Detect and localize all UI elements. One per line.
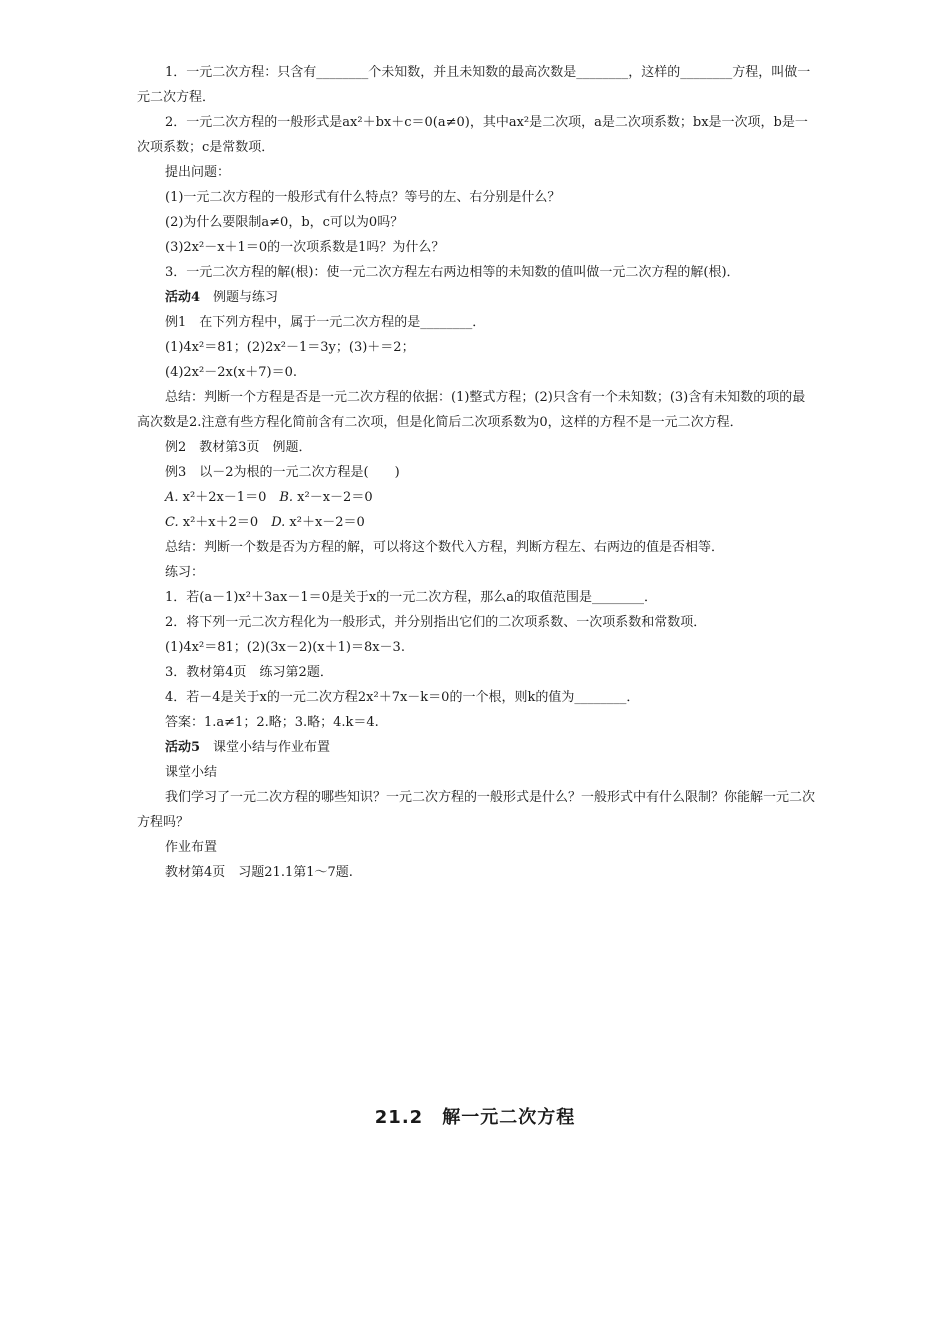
class-summary-heading: 课堂小结 <box>165 765 218 780</box>
question-2: (2)为什么要限制a≠0，b，c可以为0吗？ <box>165 215 404 230</box>
definition-paragraph: 1．一元二次方程：只含有________个未知数，并且未知数的最高次数是________，这样的________方程，叫做一元二次方程． <box>137 65 811 105</box>
option-d-label: D. <box>271 515 286 530</box>
section-title: 21.2 解一元二次方程 <box>374 1107 576 1128</box>
activity-4-label: 活动4 <box>165 290 201 305</box>
practice-3: 3．教材第4页 练习第2题． <box>165 665 333 680</box>
example-3: 例3 以－2为根的一元二次方程是( ) <box>165 465 400 480</box>
option-b-text: x²－x－2＝0 <box>293 490 373 505</box>
option-c-label: C. <box>165 515 179 530</box>
summary-2: 总结：判断一个数是否为方程的解，可以将这个数代入方程，判断方程左、右两边的值是否相等． <box>165 540 725 555</box>
document-body <box>137 60 817 885</box>
answers: 答案：1.a≠1；2.略；3.略；4.k＝4. <box>165 715 379 730</box>
option-b-label: B. <box>279 490 294 505</box>
practice-2-equations: (1)4x²＝81；(2)(3x－2)(x＋1)＝8x－3. <box>165 640 405 655</box>
option-c-text: x²＋x＋2＝0 <box>178 515 272 530</box>
example-2: 例2 教材第3页 例题． <box>165 440 312 455</box>
homework-heading: 作业布置 <box>165 840 218 855</box>
example-1-equations-a: (1)4x²＝81；(2)2x²－1＝3y；(3)＋＝2； <box>165 340 415 355</box>
activity-5-title: 课堂小结与作业布置 <box>200 740 331 755</box>
practice-heading: 练习： <box>165 565 205 580</box>
example-1: 例1 在下列方程中，属于一元二次方程的是________． <box>165 315 486 330</box>
activity-4-heading <box>137 285 817 310</box>
activity-5-heading <box>137 735 817 760</box>
activity-5-label: 活动5 <box>165 740 201 755</box>
solution-definition-paragraph: 3．一元二次方程的解(根)：使一元二次方程左右两边相等的未知数的值叫做一元二次方程的解(根)． <box>165 265 740 280</box>
question-1: (1)一元二次方程的一般形式有什么特点？等号的左、右分别是什么？ <box>165 190 561 205</box>
general-form-paragraph: 2．一元二次方程的一般形式是ax²＋bx＋c＝0(a≠0)，其中ax²是二次项，a是二次项系数；bx是一次项，b是一次项系数；c是常数项． <box>137 115 808 155</box>
summary-1: 总结：判断一个方程是否是一元二次方程的依据：(1)整式方程；(2)只含有一个未知数；(3)含有未知数的项的最高次数是2.注意有些方程化简前含有二次项，但是化简后二次项系数为0，这样的方程不是一元二次方程． <box>137 390 806 430</box>
practice-2: 2．将下列一元二次方程化为一般形式，并分别指出它们的二次项系数、一次项系数和常数项． <box>165 615 707 630</box>
example-3-options-cd <box>137 510 817 535</box>
option-d-text: x²＋x－2＝0 <box>285 515 365 530</box>
example-3-options-ab <box>137 485 817 510</box>
option-a-label: A. <box>165 490 179 505</box>
option-a-text: x²＋2x－1＝0 <box>178 490 280 505</box>
practice-4: 4．若－4是关于x的一元二次方程2x²＋7x－k＝0的一个根，则k的值为________． <box>165 690 640 705</box>
practice-1: 1．若(a－1)x²＋3ax－1＝0是关于x的一元二次方程，那么a的取值范围是________． <box>165 590 657 605</box>
homework-text: 教材第4页 习题21.1第1～7题. <box>165 865 353 880</box>
question-3: (3)2x²－x＋1＝0的一次项系数是1吗？为什么？ <box>165 240 445 255</box>
example-1-equations-b: (4)2x²－2x(x＋7)＝0. <box>165 365 297 380</box>
activity-4-title: 例题与练习 <box>200 290 279 305</box>
questions-heading: 提出问题： <box>165 165 231 180</box>
class-summary-text: 我们学习了一元二次方程的哪些知识？一元二次方程的一般形式是什么？一般形式中有什么限制？你能解一元二次方程吗？ <box>137 790 816 830</box>
